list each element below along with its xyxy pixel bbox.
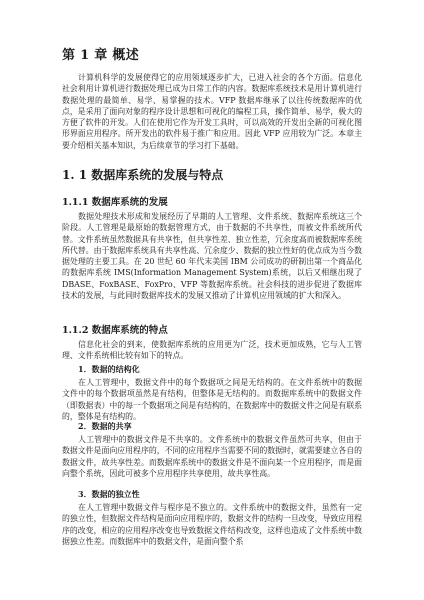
features-intro-paragraph: 信息化社会的到来，使数据库系统的应用更为广泛，技术更加成熟，它与人工管理、文件系统相比较有如下的特点。 (62, 340, 362, 361)
feature-2-title: 2．数据的共享 (78, 421, 132, 431)
feature-3-text: 在人工管理中数据文件与程序是不独立的。文件系统中的数据文件，虽然有一定的独立性，但数据文件结构是面向应用程序的，数据文件的结构一旦改变，导致应用程序的改变，相应的应用程序改变也导致数据文件结构改变，这样也造成了文件系统中数据独立性差。而数据库中的数据文件，是面向整个系 (62, 503, 362, 546)
development-paragraph: 数据处理技术形成和发展经历了早期的人工管理、文件系统、数据库系统这三个阶段。人工管理是最原始的数据管理方式，由于数据的不共享性，而被文件系统所代替。文件系统虽然数据具有共享性，但共享性差、独立性差，冗余度高而被数据库系统所代替。由于数据库系统具有共享性高、冗余度少、数据的独立性好的优点成为当今数据处理的主要工具。在 20 世纪 60 年代末美国 IBM 公司成功的研制出第一个商品化的数据库系统 IMS(Information Management System)系统，以后又相继出现了 DBASE、FoxBASE、FoxPro、VFP 等数据库系统。社会科技的进步促进了数据库技术的发展，与此同时数据库技术的发展又推动了计算机应用领域的扩大和深入。 (62, 212, 362, 301)
feature-1-title: 1．数据的结构化 (78, 364, 140, 374)
chapter-title: 第 1 章 概述 (62, 48, 140, 63)
intro-paragraph: 计算机科学的发展使得它的应用领域逐步扩大，已进入社会的各个方面。信息化社会利用计算机进行数据处理已成为日常工作的内容。数据库系统技术是用计算机进行数据处理的最简单、易学、易掌握的技术。VFP 数据库继承了以往传统数据库的优点，是采用了面向对象的程序设计思想和可视化的编程工具，操作简单、易学，极大的方便了软件的开发。人们在使用它作为开发工具时，可以高效的开发出全新的可视化图形界面应用程序。所开发出的软件易于推广和应用。因此 VFP 应用较为广泛。本章主要介绍相关基本知识，为后续章节的学习打下基础。 (62, 73, 362, 150)
feature-3-title: 3．数据的独立性 (78, 489, 140, 499)
section-heading-1-1-1: 1.1.1 数据库系统的发展 (62, 197, 168, 208)
feature-1-text: 在人工管理中，数据文件中的每个数据项之间是无结构的。在文件系统中的数据文件中的每个数据项虽然是有结构，但整体是无结构的。而数据库系统中的数据文件（即数据表）中的每一个数据项之间是有结构的，在数据库中的数据文件之间是有联系的，整体是有结构的。 (62, 378, 362, 421)
feature-2-text: 人工管理中的数据文件是不共享的。文件系统中的数据文件虽然可共享，但由于数据文件是面向应用程序的，不同的应用程序当需要不同的数据时，就需要建立各自的数据文件，故共享性差。而数据库系统中的数据文件是不面向某一个应用程序，而是面向整个系统，因此可被多个应用程序共享使用，故共享性高。 (62, 435, 362, 478)
section-heading-1-1: 1. 1 数据库系统的发展与特点 (62, 168, 224, 182)
section-heading-1-1-2: 1.1.2 数据库系统的特点 (62, 325, 168, 336)
